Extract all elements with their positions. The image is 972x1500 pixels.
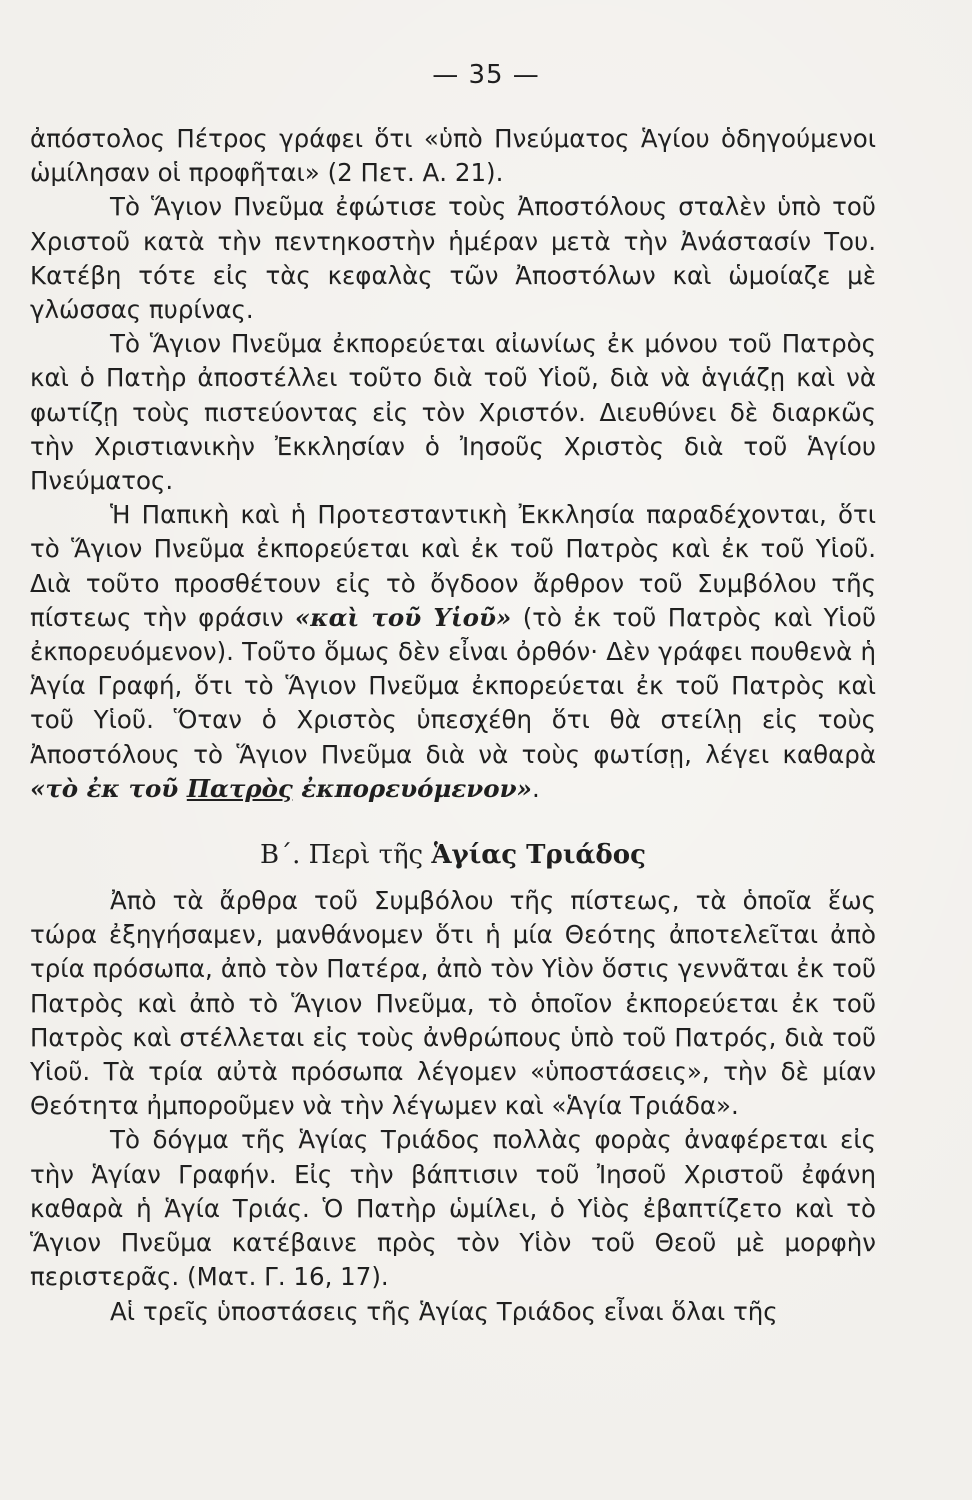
- paragraph-6: Τὸ δόγμα τῆς Ἁγίας Τριάδος πολλὰς φορὰς ἀναφέρεται εἰς τὴν Ἁγίαν Γραφήν. Εἰς τὴν βάπτισιν τοῦ Ἰησοῦ Χριστοῦ ἐφάνη καθαρὰ ἡ Ἁγία Τριάς. Ὁ Πατὴρ ὡμίλει, ὁ Υἱὸς ἐβαπτίζετο καὶ τὸ Ἅγιον Πνεῦμα κατέβαινε πρὸς τὸν Υἱὸν τοῦ Θεοῦ μὲ μορφὴν περιστερᾶς. (Ματ. Γ. 16, 17).: [30, 1125, 876, 1292]
- paragraph-4-end: .: [531, 773, 540, 803]
- section-title-bold: Ἁγίας Τριάδος: [431, 840, 646, 871]
- section-letter: Β΄.: [260, 840, 301, 871]
- paragraph-3: Τὸ Ἅγιον Πνεῦμα ἐκπορεύεται αἰωνίως ἐκ μόνου τοῦ Πατρὸς καὶ ὁ Πατὴρ ἀποστέλλει τοῦτο διὰ τοῦ Υἱοῦ, διὰ νὰ ἁγιάζῃ καὶ νὰ φωτίζῃ τοὺς πιστεύοντας εἰς τὸν Χριστόν. Διευθύνει δὲ διαρκῶς τὴν Χριστιανικὴν Ἐκκλησίαν ὁ Ἰησοῦς Χριστὸς διὰ τοῦ Ἁγίου Πνεύματος.: [30, 329, 876, 496]
- page-number: — 35 —: [432, 60, 540, 90]
- quote-underlined: Πατρὸς: [186, 773, 293, 803]
- paragraph-5: Ἀπὸ τὰ ἄρθρα τοῦ Συμβόλου τῆς πίστεως, τὰ ὁποῖα ἕως τώρα ἐξηγήσαμεν, μανθάνομεν ὅτι ἡ μία Θεότης ἀποτελεῖται ἀπὸ τρία πρόσωπα, ἀπὸ τὸν Πατέρα, ἀπὸ τὸν Υἱὸν ὅστις γεννᾶται ἐκ τοῦ Πατρὸς καὶ ἀπὸ τὸ Ἅγιον Πνεῦμα, τὸ ὁποῖον ἐκπορεύεται ἐκ τοῦ Πατρὸς καὶ στέλλεται εἰς τοὺς ἀνθρώπους ὑπὸ τοῦ Πατρός, διὰ τοῦ Υἱοῦ. Τὰ τρία αὐτὰ πρόσωπα λέγομεν «ὑποστάσεις», τὴν δὲ μίαν Θεότητα ἠμποροῦμεν νὰ τὴν λέγωμεν καὶ «Ἁγία Τριάδα».: [30, 886, 876, 1121]
- paragraph-2: Τὸ Ἅγιον Πνεῦμα ἐφώτισε τοὺς Ἀποστόλους σταλὲν ὑπὸ τοῦ Χριστοῦ κατὰ τὴν πεντηκοστὴν ἡμέραν μετὰ τὴν Ἀνάστασίν Του. Κατέβη τότε εἰς τὰς κεφαλὰς τῶν Ἀποστόλων καὶ ὡμοίαζε μὲ γλώσσας πυρίνας.: [30, 192, 876, 325]
- quote-end: ἐκπορευόμενον»: [292, 773, 532, 803]
- paragraph-7: Αἱ τρεῖς ὑποστάσεις τῆς Ἁγίας Τριάδος εἶναι ὅλαι τῆς: [110, 1296, 778, 1326]
- paragraph-1: ἀπόστολος Πέτρος γράφει ὅτι «ὑπὸ Πνεύματος Ἁγίου ὁδηγούμενοι ὡμίλησαν οἱ προφῆται» (2 Πετ. Α. 21).: [30, 124, 876, 188]
- paragraph-4: [30, 498, 876, 806]
- section-heading: [30, 840, 876, 870]
- paragraph-4-part-a: Ἡ Παπικὴ καὶ ἡ Προτεσταντικὴ Ἐκκλησία παραδέχονται, ὅτι τὸ Ἅγιον Πνεῦμα ἐκπορεύεται καὶ ἐκ τοῦ Πατρὸς καὶ ἐκ τοῦ Υἱοῦ. Διὰ τοῦτο προσθέτουν εἰς τὸ ὄγδοον ἄρθρον τοῦ Συμβόλου τῆς πίστεως τὴν φράσιν: [30, 500, 876, 632]
- body-text: [30, 122, 876, 1329]
- quote-start: «τὸ ἐκ τοῦ: [30, 773, 187, 803]
- filioque-phrase: «καὶ τοῦ Υἱοῦ»: [294, 602, 512, 632]
- section-title-plain: Περὶ τῆς: [300, 840, 432, 871]
- paragraph-4-part-b: (τὸ ἐκ τοῦ Πατρὸς καὶ Υἱοῦ ἐκπορευόμενον). Τοῦτο ὅμως δὲν εἶναι ὀρθόν· Δὲν γράφει πουθενὰ ἡ Ἁγία Γραφή, ὅτι τὸ Ἅγιον Πνεῦμα ἐκπορεύεται ἐκ τοῦ Πατρὸς καὶ τοῦ Υἱοῦ. Ὅταν ὁ Χριστὸς ὑπεσχέθη ὅτι θὰ στείλῃ εἰς τοὺς Ἀποστόλους τὸ Ἅγιον Πνεῦμα διὰ νὰ τοὺς φωτίσῃ, λέγει καθαρὰ: [30, 602, 876, 769]
